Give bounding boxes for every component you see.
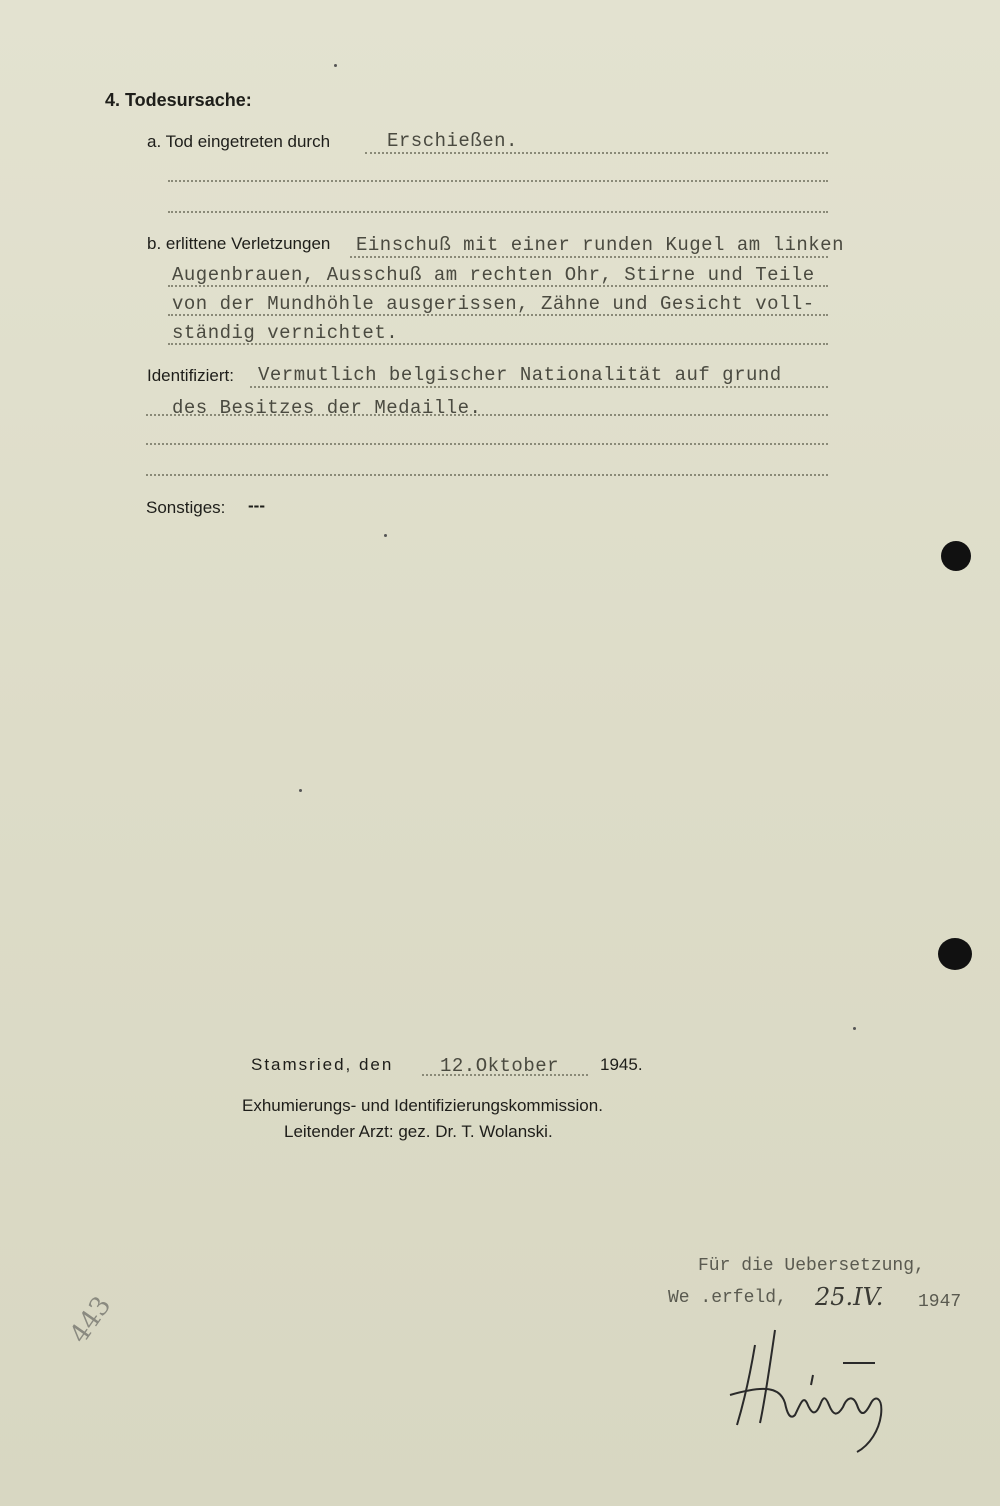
cause-value: Erschießen.: [387, 130, 518, 152]
speck: [334, 64, 337, 67]
injuries-line-1: Einschuß mit einer runden Kugel am linken: [356, 234, 844, 256]
stamp-handwritten-date: 25.IV.: [815, 1283, 884, 1311]
blank-line-1: [168, 180, 828, 182]
injuries-rule-3: [168, 314, 828, 316]
footer-date: 12.Oktober: [440, 1055, 560, 1077]
injuries-rule-2: [168, 285, 828, 287]
punch-hole-bottom: [938, 938, 972, 970]
punch-hole-top: [941, 541, 971, 571]
speck: [384, 534, 387, 537]
injuries-line-2: Augenbrauen, Ausschuß am rechten Ohr, Stirne und Teile: [172, 264, 815, 286]
footer-year: 1945.: [600, 1055, 643, 1074]
doctor-text: Leitender Arzt: gez. Dr. T. Wolanski.: [284, 1122, 553, 1141]
identified-rule-4: [146, 474, 828, 476]
identified-rule-2: [146, 414, 828, 416]
speck: [853, 1027, 856, 1030]
stamp-line-1: Für die Uebersetzung,: [698, 1256, 925, 1276]
injuries-label: b. erlittene Verletzungen: [147, 234, 331, 253]
blank-line-2: [168, 211, 828, 213]
speck: [299, 789, 302, 792]
date-line: [422, 1074, 588, 1076]
injuries-rule-1: [350, 256, 828, 258]
identified-label: Identifiziert:: [147, 366, 234, 385]
commission-text: Exhumierungs- und Identifizierungskommission.: [242, 1096, 603, 1115]
stamp-year: 1947: [918, 1292, 962, 1312]
stamp-line-2-prefix: We .erfeld,: [668, 1288, 787, 1308]
page-marking: 443: [64, 1291, 118, 1349]
identified-rule-3: [146, 443, 828, 445]
injuries-rule-4: [168, 343, 828, 345]
injuries-line-4: ständig vernichtet.: [172, 322, 399, 344]
identified-line-2: des Besitzes der Medaille.: [172, 397, 482, 419]
other-value: ---: [248, 496, 265, 515]
handwritten-signature: [725, 1325, 895, 1455]
identified-rule-1: [250, 386, 828, 388]
place-prefix: Stamsried, den: [251, 1055, 394, 1074]
cause-label: a. Tod eingetreten durch: [147, 132, 331, 151]
cause-line: [365, 152, 828, 154]
injuries-line-3: von der Mundhöhle ausgerissen, Zähne und Gesicht voll-: [172, 293, 815, 315]
other-label: Sonstiges:: [146, 498, 226, 517]
identified-line-1: Vermutlich belgischer Nationalität auf grund: [258, 364, 782, 386]
section-heading: 4. Todesursache:: [105, 90, 252, 110]
